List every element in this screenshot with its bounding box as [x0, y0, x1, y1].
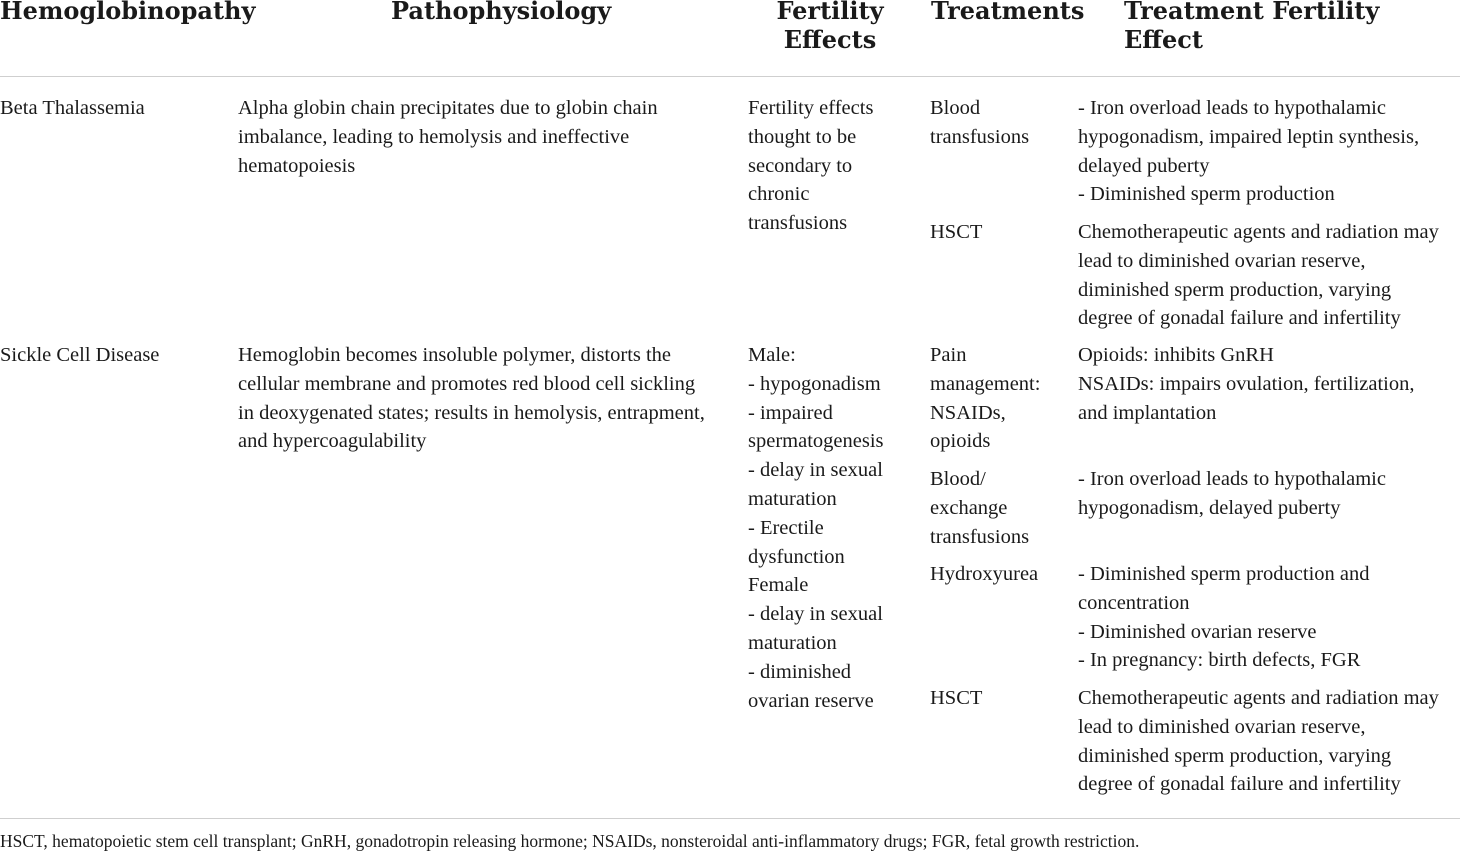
- header-hemoglobinopathy: Hemoglobinopathy: [0, 0, 256, 25]
- footer-rule: [0, 818, 1460, 819]
- header-rule: [0, 76, 1460, 77]
- cell-hemoglobinopathy: Sickle Cell Disease: [0, 344, 160, 366]
- header-treatment-fertility-effect: Treatment Fertility Effect: [1124, 0, 1380, 54]
- cell-treatment: Blood transfusions: [930, 97, 1030, 148]
- cell-treatment: Pain management: NSAIDs, opioids: [930, 344, 1041, 453]
- header-pathophysiology: Pathophysiology: [391, 0, 612, 25]
- cell-fertility-effects: Fertility effects thought to be secondary to chronic transfusions: [748, 97, 874, 235]
- header-treatments: Treatments: [931, 0, 1085, 25]
- table-footnote: HSCT, hematopoietic stem cell transplant; GnRH, gonadotropin releasing hormone; NSAIDs, nonsteroidal anti-inflammatory drugs; FGR, fetal growth restriction.: [0, 831, 1140, 851]
- cell-fertility-effects: Male: - hypogonadism - impaired spermatogenesis - delay in sexual maturation - Erectile dysfunction Female - delay in sexual maturation - diminished ovarian reserve: [748, 344, 884, 712]
- cell-treatment: Blood/ exchange transfusions: [930, 468, 1030, 548]
- table-header: [0, 0, 1460, 68]
- cell-treatment-effect: - Iron overload leads to hypothalamic hypogonadism, delayed puberty: [1078, 468, 1386, 519]
- cell-treatment-effect: Opioids: inhibits GnRH NSAIDs: impairs ovulation, fertilization, and implantation: [1078, 344, 1415, 424]
- cell-treatment-effect: - Diminished sperm production and concentration - Diminished ovarian reserve - In pregnancy: birth defects, FGR: [1078, 563, 1370, 672]
- cell-treatment: Hydroxyurea: [930, 563, 1039, 585]
- header-fertility-effects: Fertility Effects: [776, 0, 884, 54]
- cell-treatment: HSCT: [930, 221, 983, 243]
- cell-treatment-effect: - Iron overload leads to hypothalamic hypogonadism, impaired leptin synthesis, delayed puberty - Diminished sperm production: [1078, 97, 1420, 206]
- cell-treatment-effect: Chemotherapeutic agents and radiation may lead to diminished ovarian reserve, diminished sperm production, varying degree of gonadal failure and infertility: [1078, 221, 1439, 330]
- cell-treatment-effect: Chemotherapeutic agents and radiation may lead to diminished ovarian reserve, diminished sperm production, varying degree of gonadal failure and infertility: [1078, 687, 1439, 796]
- cell-pathophysiology: Hemoglobin becomes insoluble polymer, distorts the cellular membrane and promotes red blood cell sickling in deoxygenated states; results in hemolysis, entrapment, and hypercoagulability: [238, 344, 705, 453]
- cell-hemoglobinopathy: Beta Thalassemia: [0, 97, 145, 119]
- cell-pathophysiology: Alpha globin chain precipitates due to globin chain imbalance, leading to hemolysis and ineffective hematopoiesis: [238, 97, 658, 177]
- cell-treatment: HSCT: [930, 687, 983, 709]
